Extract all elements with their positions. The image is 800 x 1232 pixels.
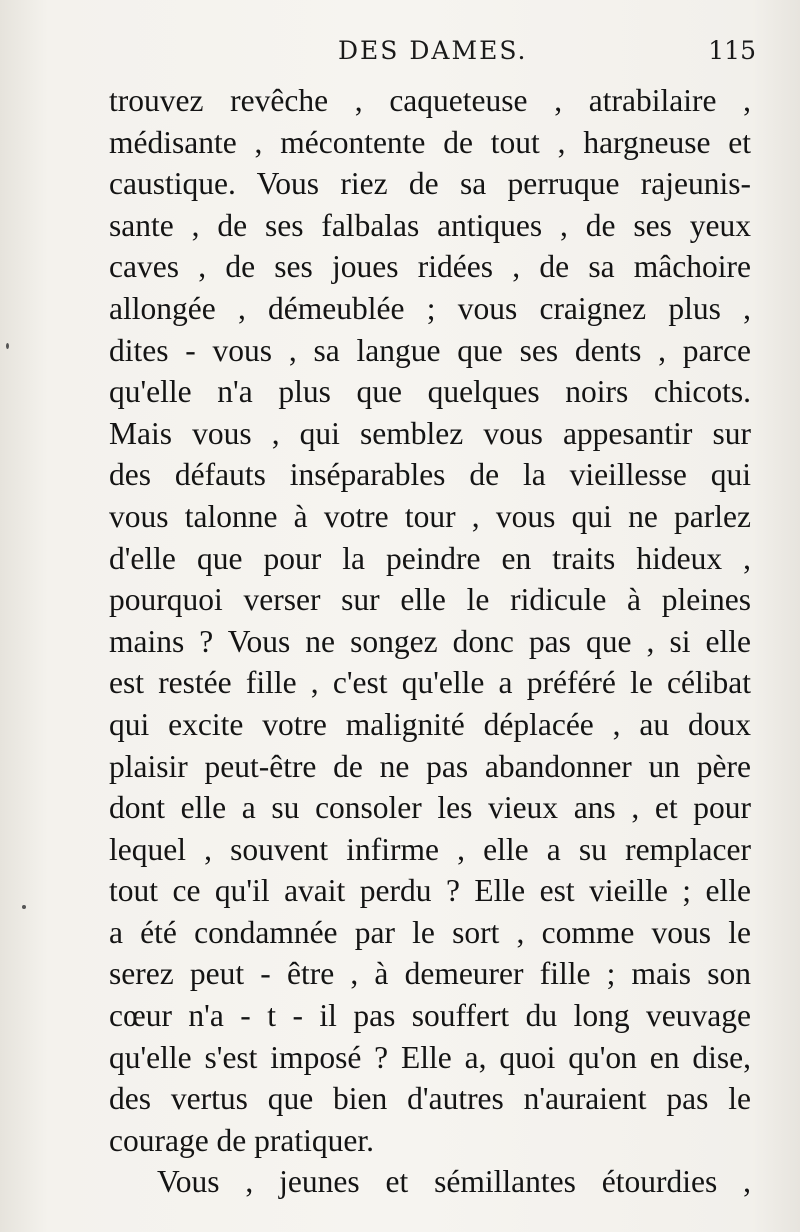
print-speck (6, 343, 9, 349)
text-line: a été condamnée par le sort , comme vous le (109, 914, 751, 950)
print-speck (22, 905, 26, 909)
text-line: des vertus que bien d'autres n'auraient pas le (109, 1081, 751, 1117)
text-line: qui excite votre malignité déplacée , au doux (109, 706, 751, 742)
paragraph-end-line: courage de pratiquer. (109, 1122, 374, 1158)
text-line: caves , de ses joues ridées , de sa mâchoire (109, 249, 751, 285)
text-line: lequel , souvent infirme , elle a su remplacer (109, 831, 751, 867)
text-line: sante , de ses falbalas antiques , de ses yeux (109, 207, 751, 243)
text-line: allongée , démeublée ; vous craignez plus , (109, 290, 751, 326)
text-line: Mais vous , qui semblez vous appesantir sur (109, 415, 751, 451)
page-header (0, 32, 800, 72)
page-number: 115 (708, 36, 756, 65)
text-line: tout ce qu'il avait perdu ? Elle est vieille ; elle (109, 873, 751, 909)
text-line: médisante , mécontente de tout , hargneuse et (109, 124, 751, 160)
text-line: qu'elle s'est imposé ? Elle a, quoi qu'on en dise, (109, 1039, 751, 1075)
text-line: mains ? Vous ne songez donc pas que , si elle (109, 623, 751, 659)
text-line: d'elle que pour la peindre en traits hideux , (109, 540, 751, 576)
text-line: plaisir peut-être de ne pas abandonner un père (109, 748, 751, 784)
text-line: des défauts inséparables de la vieillesse qui (109, 457, 751, 493)
body-text (109, 80, 751, 1203)
text-line: cœur n'a - t - il pas souffert du long veuvage (109, 998, 751, 1034)
text-line: dont elle a su consoler les vieux ans , et pour (109, 790, 751, 826)
text-line: vous talonne à votre tour , vous qui ne parlez (109, 498, 751, 534)
paragraph-start-line: Vous , jeunes et sémillantes étourdies , (157, 1164, 751, 1200)
text-line: qu'elle n'a plus que quelques noirs chicots. (109, 374, 751, 410)
text-line: est restée fille , c'est qu'elle a préféré le célibat (109, 665, 751, 701)
text-line: pourquoi verser sur elle le ridicule à pleines (109, 582, 751, 618)
text-line: serez peut - être , à demeurer fille ; mais son (109, 956, 751, 992)
text-line: dites - vous , sa langue que ses dents , parce (109, 332, 751, 368)
text-line: trouvez revêche , caqueteuse , atrabilaire , (109, 83, 751, 118)
text-line: caustique. Vous riez de sa perruque rajeunis- (109, 166, 751, 202)
running-head: DES DAMES. (338, 36, 528, 65)
